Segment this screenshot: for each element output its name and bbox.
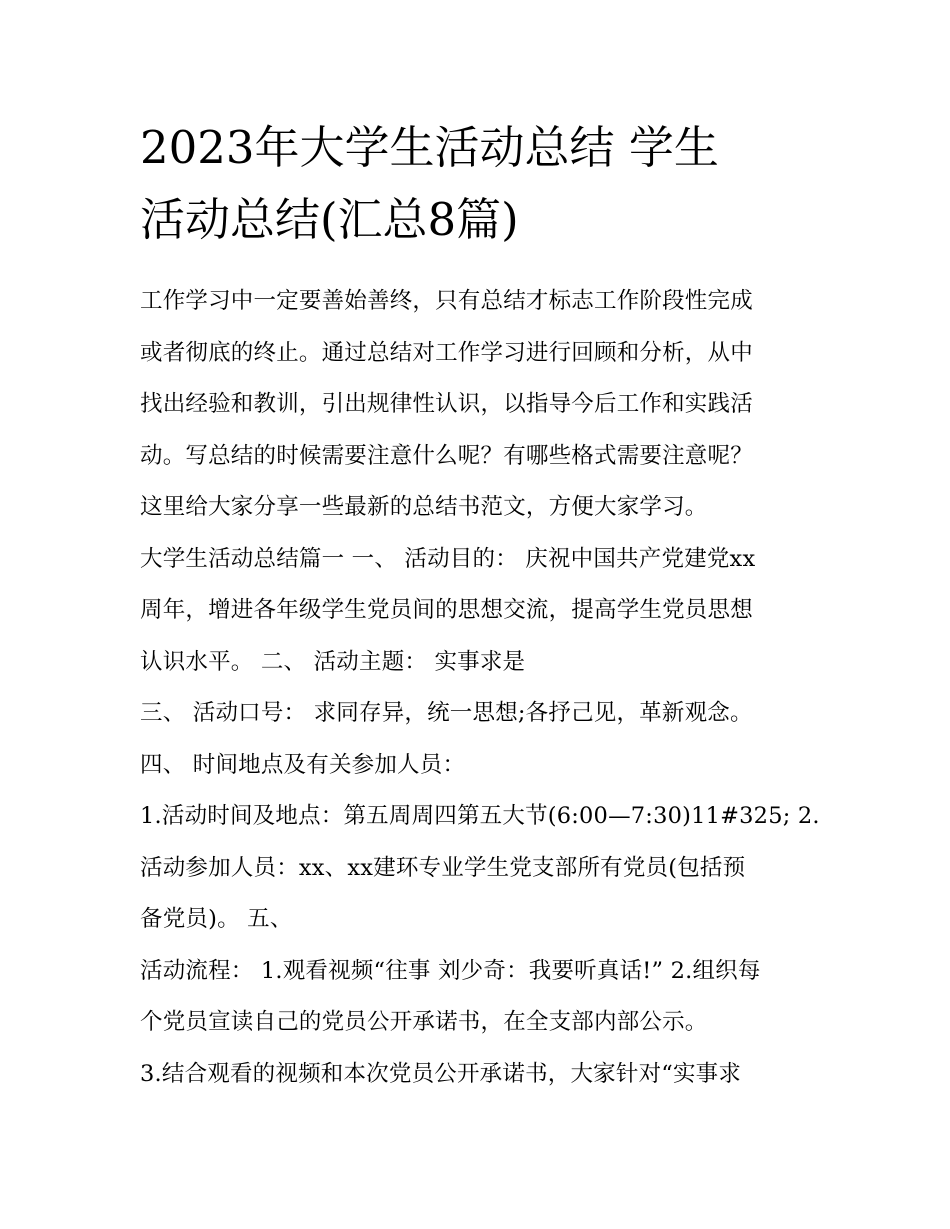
body-line: 这里给大家分享一些最新的总结书范文，方便大家学习。 (140, 494, 708, 520)
body-line: 大学生活动总结篇一 一、 活动目的： 庆祝中国共产党建党xx (140, 545, 756, 572)
body-line: 找出经验和教训，引出规律性认识，以指导今后工作和实践活 (140, 391, 753, 417)
body-line: 四、 时间地点及有关参加人员： (140, 751, 466, 778)
document-title (140, 112, 830, 256)
body-line: 1.活动时间及地点：第五周周四第五大节(6:00—7:30)11#325; 2. (140, 803, 820, 829)
document-body (140, 280, 830, 1104)
body-line: 认识水平。 二、 活动主题： 实事求是 (140, 648, 526, 675)
body-line: 3.结合观看的视频和本次党员公开承诺书，大家针对“实事求 (140, 1060, 742, 1087)
body-line: 工作学习中一定要善始善终，只有总结才标志工作阶段性完成 (140, 288, 753, 314)
body-line: 三、 活动口号： 求同存异，统一思想;各抒己见，革新观念。 (140, 700, 753, 726)
body-line: 周年，增进各年级学生党员间的思想交流，提高学生党员思想 (140, 597, 753, 623)
title-line: 活动总结(汇总8篇) (140, 193, 519, 246)
body-line: 活动参加人员：xx、xx建环专业学生党支部所有党员(包括预 (140, 854, 746, 881)
body-line: 活动流程： 1.观看视频“往事 刘少奇：我要听真话!” 2.组织每 (140, 957, 761, 984)
body-line: 备党员)。 五、 (140, 906, 293, 932)
body-line: 个党员宣读自己的党员公开承诺书，在全支部内部公示。 (140, 1009, 708, 1035)
body-line: 或者彻底的终止。通过总结对工作学习进行回顾和分析，从中 (140, 339, 753, 366)
body-line: 动。写总结的时候需要注意什么呢？有哪些格式需要注意呢？ (140, 442, 753, 469)
title-line: 2023年大学生活动总结 学生 (140, 121, 719, 174)
